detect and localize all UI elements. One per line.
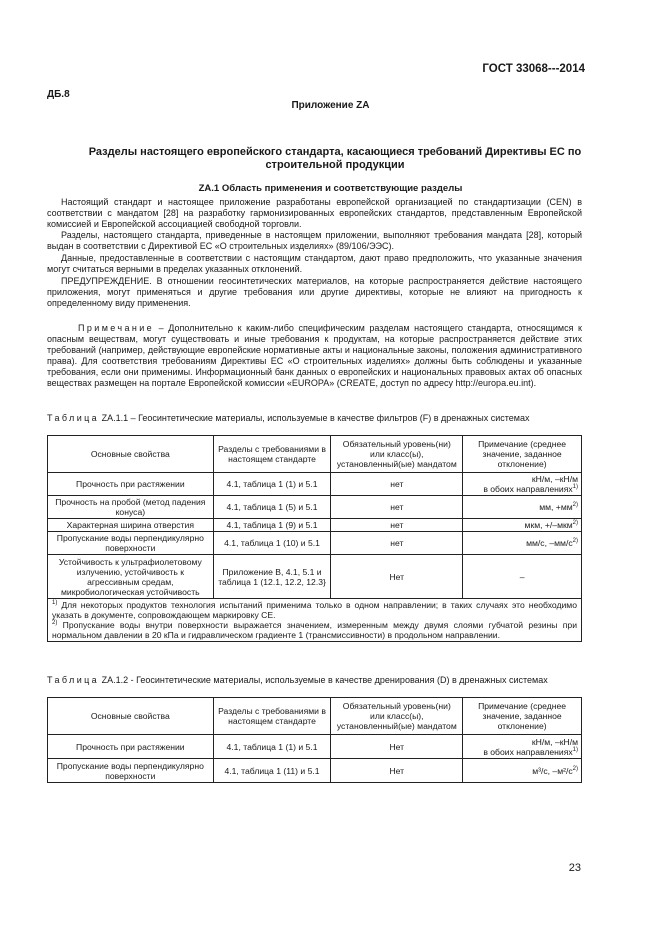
- table-cell-section: 4.1, таблица 1 (10) и 5.1: [213, 532, 331, 555]
- table1-caption: [47, 413, 582, 423]
- table-row: [48, 759, 582, 783]
- table1-header-note: Примечание (среднее значение, заданное отклонение): [463, 436, 582, 473]
- table1-header-property: Основные свойства: [48, 436, 214, 473]
- table1-caption-label: Таблица: [47, 413, 100, 423]
- document-title: Разделы настоящего европейского стандарта, касающиеся требований Директивы ЕС по строительной продукции: [88, 146, 582, 171]
- note-unit: кН/м, –кН/м: [531, 474, 578, 484]
- note-unit: кН/м, –кН/м: [531, 736, 578, 747]
- footnote-1: [52, 600, 577, 620]
- table-row: [48, 496, 582, 519]
- table-row: [48, 519, 582, 532]
- table-cell-section: 4.1, таблица 1 (5) и 5.1: [213, 496, 331, 519]
- table-cell-level: Нет: [331, 555, 463, 599]
- table2-header-note: Примечание (среднее значение, заданное отклонение): [463, 698, 582, 735]
- paragraph-mandate: Разделы, настоящего стандарта, приведенные в настоящем приложении, выполняют требования мандата [28], который выдан в соответствии с Директивой ЕС «О строительных изделиях» (89/106/ЭЭС).: [47, 230, 582, 251]
- table-cell-property: Пропускание воды перпендикулярно поверхности: [48, 532, 214, 555]
- table-cell-note: [463, 735, 582, 759]
- note-direction: в обоих направлениях: [483, 746, 573, 757]
- table1-footnotes: [48, 599, 582, 642]
- table-row: [48, 532, 582, 555]
- page-number: 23: [568, 862, 581, 874]
- note-block: [47, 323, 582, 389]
- table-cell-property: Характерная ширина отверстия: [48, 519, 214, 532]
- table-cell-note: [463, 519, 582, 532]
- paragraph-scope: Настоящий стандарт и настоящее приложение разработаны европейской организацией по стандартизации (CEN) в соответствии с мандатом [28] на разработку гармонизированных европейских стандартов, представленным Европейской комиссией и Европейской ассоциацией свободной торговли.: [47, 197, 582, 229]
- paragraph-data: Данные, предоставленные в соответствии с настоящим стандартом, дают право предположить, что указанные значения могут считаться верными в пределах указанных отклонений.: [47, 253, 582, 274]
- table-cell-property: Прочность при растяжении: [48, 735, 214, 759]
- table2-header-property: Основные свойства: [48, 698, 214, 735]
- table2: [47, 697, 582, 783]
- table-row: [48, 473, 582, 496]
- page-code: ДБ.8: [47, 89, 70, 100]
- footnote-ref: 2): [572, 502, 578, 509]
- table-cell-note: [463, 759, 582, 783]
- footnote-ref: 2): [572, 538, 578, 545]
- table-cell-property: Прочность на пробой (метод падения конуса): [48, 496, 214, 519]
- table-cell-note: [463, 532, 582, 555]
- table-cell-level: нет: [331, 532, 463, 555]
- table-cell-section: 4.1, таблица 1 (1) и 5.1: [213, 473, 331, 496]
- table1-header-level: Обязательный уровень(ни) или класс(ы), установленный(ые) мандатом: [331, 436, 463, 473]
- note-unit: мм/с, –мм/с: [526, 538, 573, 548]
- paragraph-warning: ПРЕДУПРЕЖДЕНИЕ. В отношении геосинтетических материалов, на которые распространяется действие настоящего приложения, могут применяться и другие требования или другие директивы, которые не влияют на пригодность к определенному виду применения.: [47, 276, 582, 308]
- table-cell-note: –: [463, 555, 582, 599]
- table-cell-property: Пропускание воды перпендикулярно поверхности: [48, 759, 214, 783]
- table-cell-property: Устойчивость к ультрафиолетовому излучению, устойчивость к агрессивным средам, микробиологическая устойчивость: [48, 555, 214, 599]
- note-unit: мкм, +/–мкм: [524, 520, 573, 530]
- footnote-2-text: Пропускание воды внутри поверхности выражается значением, измеренным между двумя слоями губчатой резины при нормальном давлении в 20 кПа и гидравлическом градиенте 1 (трансмиссивности) в продольном направлении.: [52, 620, 577, 640]
- footnote-1-text: Для некоторых продуктов технология испытаний применима только в одном направлении; в таких случаях это необходимо указать в документе, сопровождающем маркировку CE.: [52, 600, 577, 620]
- table2-caption-text: ZA.1.2 - Геосинтетические материалы, используемые в качестве дренирования (D) в дренажных системах: [99, 675, 548, 685]
- table-cell-level: нет: [331, 519, 463, 532]
- table1-header-section: Разделы с требованиями в настоящем стандарте: [213, 436, 331, 473]
- table-cell-level: Нет: [331, 735, 463, 759]
- table-cell-level: Нет: [331, 759, 463, 783]
- table1-caption-text: ZA.1.1 – Геосинтетические материалы, используемые в качестве фильтров (F) в дренажных системах: [99, 413, 530, 423]
- footnote-ref: 1): [572, 484, 578, 491]
- footnote-ref: 2): [572, 520, 578, 527]
- standard-code: ГОСТ 33068---2014: [482, 63, 585, 75]
- note-unit: м³/с, –м²/с: [532, 765, 573, 776]
- footnote-2-mark: 2): [52, 620, 58, 627]
- note-label: Примечание: [78, 323, 155, 333]
- table2-header-section: Разделы с требованиями в настоящем стандарте: [213, 698, 331, 735]
- table1-header-row: [48, 436, 582, 473]
- table2-caption-label: Таблица: [47, 675, 100, 685]
- table2-caption: [47, 675, 582, 685]
- note-direction: в обоих направлениях: [483, 484, 573, 494]
- table-row: [48, 735, 582, 759]
- table-cell-section: 4.1, таблица 1 (11) и 5.1: [213, 759, 331, 783]
- table1: [47, 435, 582, 642]
- footnote-ref: 1): [572, 746, 578, 753]
- table-cell-section: 4.1, таблица 1 (1) и 5.1: [213, 735, 331, 759]
- table-row: [48, 555, 582, 599]
- note-unit: мм, +мм: [539, 502, 573, 512]
- table2-header-level: Обязательный уровень(ни) или класс(ы), установленный(ые) мандатом: [331, 698, 463, 735]
- footnote-1-mark: 1): [52, 600, 58, 607]
- table2-header-row: [48, 698, 582, 735]
- note-text: – Дополнительно к каким-либо специфическим разделам настоящего стандарта, относящимся к опасным веществам, могут существовать и иные требования к продуктам, на которые распространяется действие этих требований (например, действующие европейские нормативные акты и национальные законы, положения административного права). Для соответствия требованиям Директивы ЕС «О строительных изделиях» должны быть соблюдены и указанные требования, если они применимы. Информационный банк данных о европейских и национальных правовых актах об опасных веществах размещен на портале Европейской комиссии «EUROPA» (CREATE, доступ по адресу http://europa.eu.int).: [47, 323, 582, 388]
- table-cell-section: Приложение B, 4.1, 5.1 и таблица 1 (12.1, 12.2, 12.3}: [213, 555, 331, 599]
- table-cell-property: Прочность при растяжении: [48, 473, 214, 496]
- annex-title: Приложение ZA: [291, 100, 370, 111]
- table-cell-note: [463, 496, 582, 519]
- section-heading: ZA.1 Область применения и соответствующие разделы: [198, 183, 463, 194]
- table1-footnotes-row: [48, 599, 582, 642]
- table-cell-section: 4.1, таблица 1 (9) и 5.1: [213, 519, 331, 532]
- footnote-ref: 2): [572, 765, 578, 772]
- table-cell-level: нет: [331, 496, 463, 519]
- table-cell-note: [463, 473, 582, 496]
- table-cell-level: нет: [331, 473, 463, 496]
- footnote-2: [52, 620, 577, 640]
